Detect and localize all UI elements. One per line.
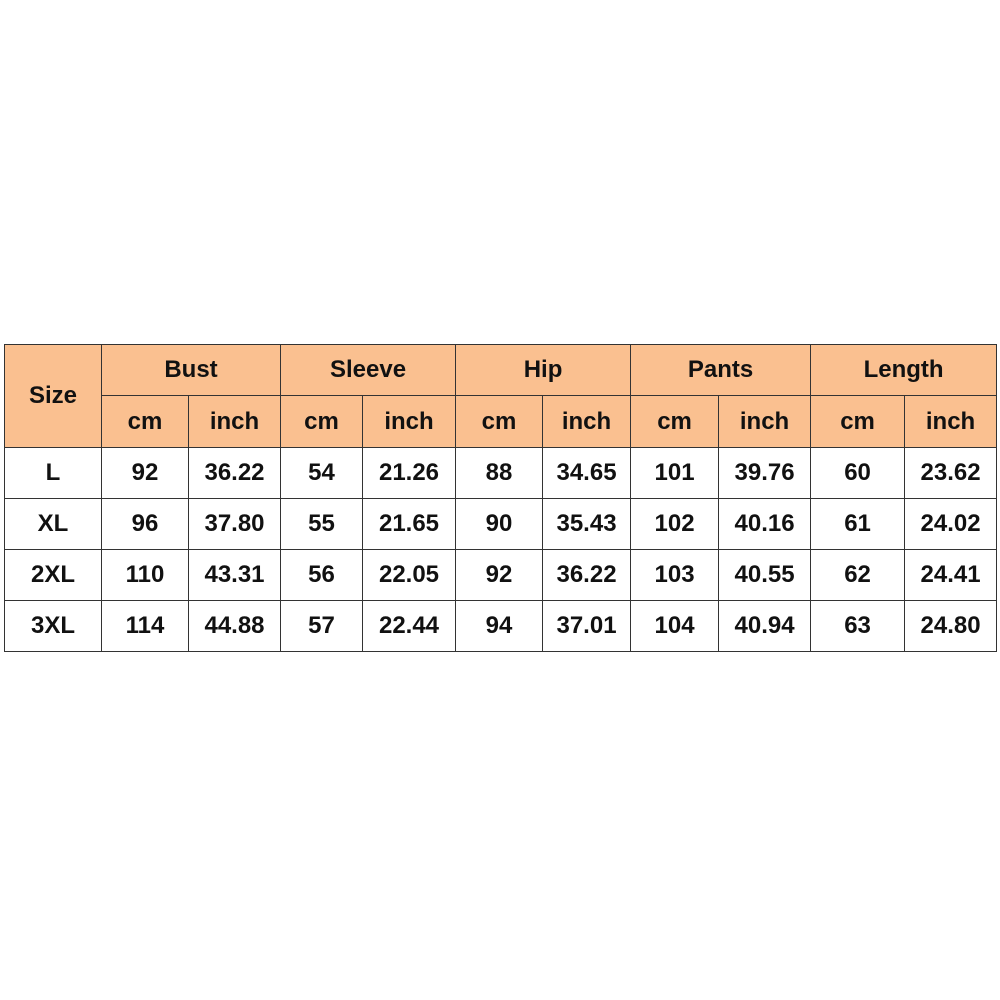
value-cell: 92 xyxy=(102,448,189,499)
value-cell: 60 xyxy=(811,448,905,499)
unit-header-pants-inch: inch xyxy=(719,396,811,448)
value-cell: 36.22 xyxy=(543,550,631,601)
value-cell: 102 xyxy=(631,499,719,550)
value-cell: 90 xyxy=(456,499,543,550)
value-cell: 88 xyxy=(456,448,543,499)
unit-header-hip-inch: inch xyxy=(543,396,631,448)
value-cell: 104 xyxy=(631,601,719,652)
value-cell: 40.94 xyxy=(719,601,811,652)
unit-header-hip-cm: cm xyxy=(456,396,543,448)
unit-header-sleeve-inch: inch xyxy=(363,396,456,448)
value-cell: 62 xyxy=(811,550,905,601)
value-cell: 21.65 xyxy=(363,499,456,550)
value-cell: 37.80 xyxy=(189,499,281,550)
size-chart-table xyxy=(4,344,997,652)
unit-header-length-inch: inch xyxy=(905,396,997,448)
value-cell: 92 xyxy=(456,550,543,601)
value-cell: 110 xyxy=(102,550,189,601)
value-cell: 61 xyxy=(811,499,905,550)
value-cell: 21.26 xyxy=(363,448,456,499)
size-cell: 3XL xyxy=(5,601,102,652)
value-cell: 22.05 xyxy=(363,550,456,601)
unit-header-pants-cm: cm xyxy=(631,396,719,448)
value-cell: 54 xyxy=(281,448,363,499)
value-cell: 24.41 xyxy=(905,550,997,601)
table-row xyxy=(5,601,997,652)
group-header-pants: Pants xyxy=(631,345,811,396)
unit-header-bust-cm: cm xyxy=(102,396,189,448)
value-cell: 96 xyxy=(102,499,189,550)
value-cell: 39.76 xyxy=(719,448,811,499)
value-cell: 36.22 xyxy=(189,448,281,499)
value-cell: 114 xyxy=(102,601,189,652)
value-cell: 63 xyxy=(811,601,905,652)
table-row xyxy=(5,499,997,550)
value-cell: 56 xyxy=(281,550,363,601)
table-row xyxy=(5,550,997,601)
size-cell: L xyxy=(5,448,102,499)
group-header-length: Length xyxy=(811,345,997,396)
group-header-hip: Hip xyxy=(456,345,631,396)
value-cell: 34.65 xyxy=(543,448,631,499)
size-cell: XL xyxy=(5,499,102,550)
unit-header-sleeve-cm: cm xyxy=(281,396,363,448)
value-cell: 55 xyxy=(281,499,363,550)
header-row-units xyxy=(5,396,997,448)
value-cell: 44.88 xyxy=(189,601,281,652)
value-cell: 103 xyxy=(631,550,719,601)
value-cell: 24.02 xyxy=(905,499,997,550)
value-cell: 94 xyxy=(456,601,543,652)
value-cell: 40.55 xyxy=(719,550,811,601)
value-cell: 23.62 xyxy=(905,448,997,499)
group-header-bust: Bust xyxy=(102,345,281,396)
table-row xyxy=(5,448,997,499)
value-cell: 101 xyxy=(631,448,719,499)
value-cell: 35.43 xyxy=(543,499,631,550)
unit-header-length-cm: cm xyxy=(811,396,905,448)
value-cell: 57 xyxy=(281,601,363,652)
size-cell: 2XL xyxy=(5,550,102,601)
value-cell: 37.01 xyxy=(543,601,631,652)
group-header-sleeve: Sleeve xyxy=(281,345,456,396)
value-cell: 43.31 xyxy=(189,550,281,601)
size-header: Size xyxy=(5,345,102,448)
header-row-groups xyxy=(5,345,997,396)
value-cell: 22.44 xyxy=(363,601,456,652)
value-cell: 24.80 xyxy=(905,601,997,652)
unit-header-bust-inch: inch xyxy=(189,396,281,448)
value-cell: 40.16 xyxy=(719,499,811,550)
